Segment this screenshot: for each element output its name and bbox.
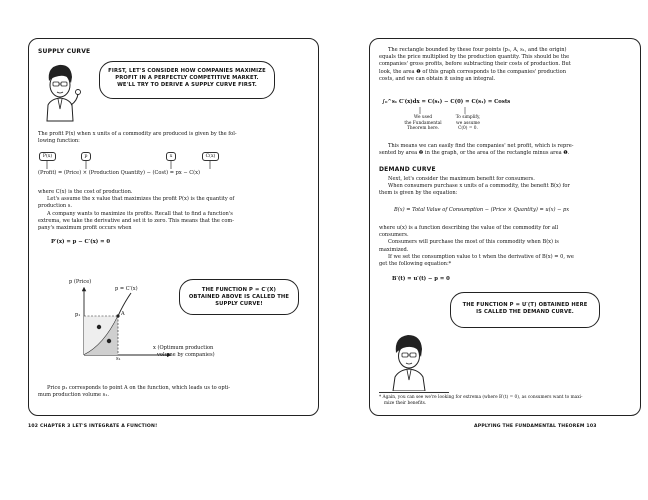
text-line: When consumers purchase x units of a commodity, the benefit B(x) for <box>388 183 570 190</box>
paragraph-consumer-benefit <box>379 176 641 198</box>
text-line: get the following equation:* <box>379 261 452 268</box>
right-page-frame <box>369 38 641 416</box>
text-line: Let's assume the x value that maximizes the profit P(x) is the quantity of <box>47 196 235 203</box>
paragraph-rectangle <box>379 47 641 83</box>
text-line: mum production volume s₁. <box>38 392 109 399</box>
text-line: The profit P(x) when x units of a commodity are produced is given by the fol- <box>38 131 237 137</box>
box-cost-function: C(x) <box>202 152 219 161</box>
text-line: volume by companies) <box>157 352 215 359</box>
label-p1: p₁ <box>75 312 81 318</box>
text-line: * Again, you can see we're looking for extrema (where B′(t) = 0), as consumers want to maxi- <box>379 395 583 400</box>
text-line: lowing function: <box>38 138 80 145</box>
text-line: extrema, we take the derivative and set it to zero. This means that the com- <box>38 217 234 224</box>
note-simplify <box>450 115 486 132</box>
supply-curve-title: SUPPLY CURVE <box>38 48 91 55</box>
text-line: x (Optimum production <box>153 345 214 351</box>
text-line: This means we can easily find the companies' net profit, which is repre- <box>388 143 574 149</box>
text-line: maximized. <box>379 246 409 253</box>
label-s1: s₁ <box>116 356 121 362</box>
speech-bubble-intro <box>99 61 275 99</box>
text-line: mize their benefits. <box>384 400 427 406</box>
note-fundamental-theorem <box>403 115 443 132</box>
footnote-rule <box>379 392 449 393</box>
text-line: pany's maximum profit occurs when <box>38 225 132 232</box>
text-line: sented by area ❷ in the graph, or the area of the rectangle minus area ❶. <box>379 150 570 157</box>
text-line: consumers. <box>379 232 409 239</box>
demand-curve-title: DEMAND CURVE <box>379 166 436 173</box>
text-line: where u(x) is a function describing the value of the commodity for all <box>379 225 559 231</box>
axis-label-price: p (Price) <box>69 279 92 285</box>
axis-label-production <box>153 345 243 359</box>
box-quantity: x <box>166 152 176 161</box>
derivative-equation: P′(x) = p − C′(x) = 0 <box>51 239 111 245</box>
text-line: To simplify, <box>455 115 481 120</box>
integral-equation: ∫₀^s₁ C′(x)dx = C(s₁) − C(0) = C(s₁) = Costs <box>382 99 511 105</box>
right-page <box>369 38 641 416</box>
text-line: Consumers will purchase the most of this commodity when B(x) is <box>388 239 559 246</box>
text-line: The rectangle bounded by these four points (p₁, A, s₁, and the origin) <box>388 47 567 53</box>
text-line: where C(x) is the cost of production. <box>38 189 133 195</box>
footnote <box>379 395 641 407</box>
benefit-equation: B(x) = Total Value of Consumption − (Price × Quantity) = u(x) − px <box>394 207 570 213</box>
text-line: costs, and we can obtain it using an integral. <box>379 75 496 82</box>
left-page-frame <box>28 38 319 416</box>
text-line: the Fundamental <box>404 120 442 126</box>
speech-bubble-supply <box>179 279 299 315</box>
character-illustration <box>41 61 81 123</box>
label-point-a: A <box>121 311 125 317</box>
text-line: Price p₁ corresponds to point A on the function, which leads us to opti- <box>47 385 231 391</box>
paragraph-cost-definition <box>38 189 316 232</box>
curve-label-supply: p = C′(x) <box>115 286 138 292</box>
box-profit-function: P(x) <box>39 152 56 161</box>
character-illustration <box>388 331 432 391</box>
text-line: We used <box>413 115 433 120</box>
text-line: we assume <box>456 120 480 126</box>
text-line: equals the price multiplied by the production quantity. This should be the <box>379 54 570 61</box>
text-line: A company wants to maximize its profits. Recall that to find a function's <box>47 210 233 217</box>
text-line: Theorem here. <box>406 126 440 132</box>
right-page-footer: APPLYING THE FUNDAMENTAL THEOREM 103 <box>474 424 597 429</box>
text-line: look, the area ❶ of this graph corresponds to the companies' production <box>379 68 567 75</box>
paragraph-profit-intro <box>38 131 316 145</box>
text-line: C(0) = 0. <box>458 126 478 132</box>
speech-bubble-demand <box>450 292 600 328</box>
text-line: Next, let's consider the maximum benefit for consumers. <box>388 176 535 182</box>
text-line: If we set the consumption value to t when the derivative of B(x) = 0, we <box>388 253 574 260</box>
left-page-footer: 102 CHAPTER 3 LET'S INTEGRATE A FUNCTION! <box>28 424 158 429</box>
paragraph-utility <box>379 225 641 268</box>
text-line: them is given by the equation: <box>379 190 458 197</box>
speech-bubble-supply-text: THE FUNCTION P = C′(X) OBTAINED ABOVE IS CALLED THE SUPPLY CURVE! <box>188 287 290 308</box>
speech-bubble-demand-text: THE FUNCTION P = U′(T) OBTAINED HERE IS CALLED THE DEMAND CURVE. <box>462 302 588 316</box>
profit-equation: (Profit) = (Price) × (Production Quantity) − (Cost) = px − C(x) <box>38 170 201 176</box>
demand-derivative-equation: B′(t) = u′(t) − p = 0 <box>392 276 450 282</box>
paragraph-price-point <box>38 385 316 399</box>
text-line: companies' gross profits, before subtracting their costs of production. But <box>379 61 571 68</box>
left-page <box>28 38 319 416</box>
paragraph-net-profit <box>379 143 641 157</box>
speech-bubble-intro-text: FIRST, LET'S CONSIDER HOW COMPANIES MAXIMIZE PROFIT IN A PERFECTLY COMPETITIVE MARKET. WE'LL TRY TO DERIVE A SUPPLY CURVE FIRST. <box>108 68 266 89</box>
box-price: p <box>81 152 91 161</box>
text-line: production s. <box>38 203 73 210</box>
